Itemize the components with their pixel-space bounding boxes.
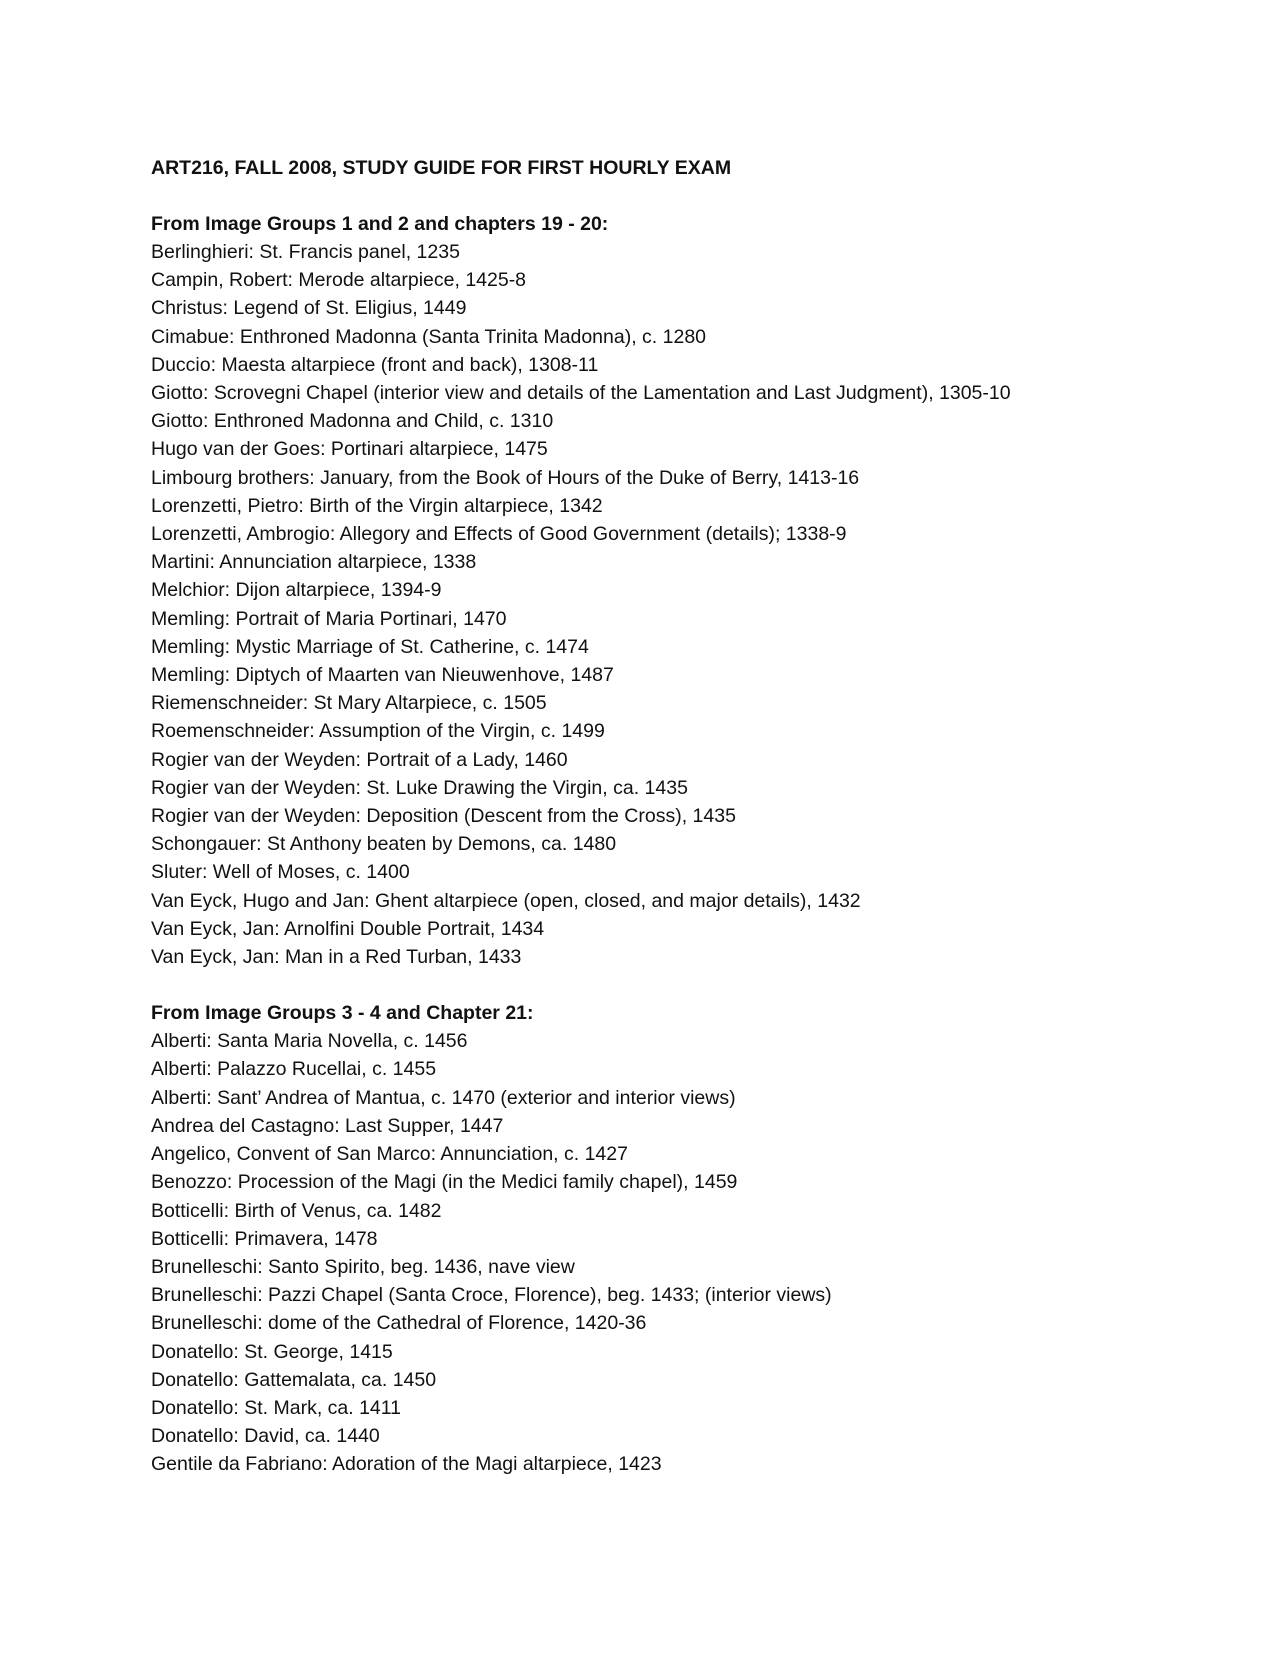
artwork-entry: Brunelleschi: dome of the Cathedral of Florence, 1420-36 [151,1312,647,1335]
artwork-entry: Gentile da Fabriano: Adoration of the Magi altarpiece, 1423 [151,1453,662,1476]
artwork-entry: Memling: Diptych of Maarten van Nieuwenhove, 1487 [151,664,614,687]
artwork-entry: Donatello: St. George, 1415 [151,1340,393,1363]
artwork-entry: Schongauer: St Anthony beaten by Demons, ca. 1480 [151,833,617,856]
artwork-entry: Andrea del Castagno: Last Supper, 1447 [151,1114,504,1137]
artwork-entry: Botticelli: Birth of Venus, ca. 1482 [151,1199,442,1222]
artwork-entry: Giotto: Enthroned Madonna and Child, c. 1310 [151,410,554,433]
artwork-entry: Angelico, Convent of San Marco: Annunciation, c. 1427 [151,1143,628,1166]
artwork-entry: Giotto: Scrovegni Chapel (interior view and details of the Lamentation and Last Judgment), 1305-10 [151,382,1011,405]
artwork-entry: Memling: Portrait of Maria Portinari, 1470 [151,607,507,630]
artwork-entry: Alberti: Santa Maria Novella, c. 1456 [151,1030,468,1053]
artwork-entry: Botticelli: Primavera, 1478 [151,1227,378,1250]
artwork-list [151,238,1231,971]
artwork-entry: Melchior: Dijon altarpiece, 1394-9 [151,579,442,602]
artwork-entry: Memling: Mystic Marriage of St. Catherine, c. 1474 [151,635,589,658]
artwork-entry: Lorenzetti, Ambrogio: Allegory and Effects of Good Government (details); 1338-9 [151,523,847,546]
artwork-list [151,1027,1231,1478]
artwork-entry: Donatello: Gattemalata, ca. 1450 [151,1368,437,1391]
artwork-entry: Hugo van der Goes: Portinari altarpiece, 1475 [151,438,548,461]
artwork-entry: Brunelleschi: Santo Spirito, beg. 1436, nave view [151,1255,575,1278]
study-section [151,210,1231,971]
artwork-entry: Rogier van der Weyden: Portrait of a Lady, 1460 [151,748,568,771]
artwork-entry: Rogier van der Weyden: St. Luke Drawing the Virgin, ca. 1435 [151,776,688,799]
artwork-entry: Limbourg brothers: January, from the Book of Hours of the Duke of Berry, 1413-16 [151,466,860,489]
artwork-entry: Benozzo: Procession of the Magi (in the Medici family chapel), 1459 [151,1171,738,1194]
artwork-entry: Alberti: Palazzo Rucellai, c. 1455 [151,1058,437,1081]
document-page [151,154,1231,1479]
artwork-entry: Van Eyck, Hugo and Jan: Ghent altarpiece (open, closed, and major details), 1432 [151,889,861,912]
section-heading: From Image Groups 1 and 2 and chapters 19 - 20: [151,213,609,235]
artwork-entry: Alberti: Sant’ Andrea of Mantua, c. 1470 (exterior and interior views) [151,1086,736,1109]
artwork-entry: Van Eyck, Jan: Arnolfini Double Portrait, 1434 [151,917,545,940]
artwork-entry: Rogier van der Weyden: Deposition (Descent from the Cross), 1435 [151,805,736,828]
artwork-entry: Roemenschneider: Assumption of the Virgin, c. 1499 [151,720,605,743]
artwork-entry: Lorenzetti, Pietro: Birth of the Virgin altarpiece, 1342 [151,494,603,517]
artwork-entry: Van Eyck, Jan: Man in a Red Turban, 1433 [151,946,522,969]
artwork-entry: Sluter: Well of Moses, c. 1400 [151,861,410,884]
section-heading: From Image Groups 3 - 4 and Chapter 21: [151,1002,534,1025]
artwork-entry: Cimabue: Enthroned Madonna (Santa Trinita Madonna), c. 1280 [151,325,707,348]
artwork-entry: Campin, Robert: Merode altarpiece, 1425-8 [151,269,527,292]
sections-container [151,210,1231,1479]
artwork-entry: Riemenschneider: St Mary Altarpiece, c. 1505 [151,692,547,715]
artwork-entry: Berlinghieri: St. Francis panel, 1235 [151,241,460,263]
artwork-entry: Christus: Legend of St. Eligius, 1449 [151,297,467,320]
artwork-entry: Duccio: Maesta altarpiece (front and back), 1308-11 [151,353,599,376]
artwork-entry: Donatello: David, ca. 1440 [151,1425,380,1448]
artwork-entry: Martini: Annunciation altarpiece, 1338 [151,551,477,574]
study-section [151,999,1231,1478]
artwork-entry: Brunelleschi: Pazzi Chapel (Santa Croce, Florence), beg. 1433; (interior views) [151,1284,832,1307]
document-title: ART216, FALL 2008, STUDY GUIDE FOR FIRST HOURLY EXAM [151,157,732,179]
artwork-entry: Donatello: St. Mark, ca. 1411 [151,1396,402,1419]
